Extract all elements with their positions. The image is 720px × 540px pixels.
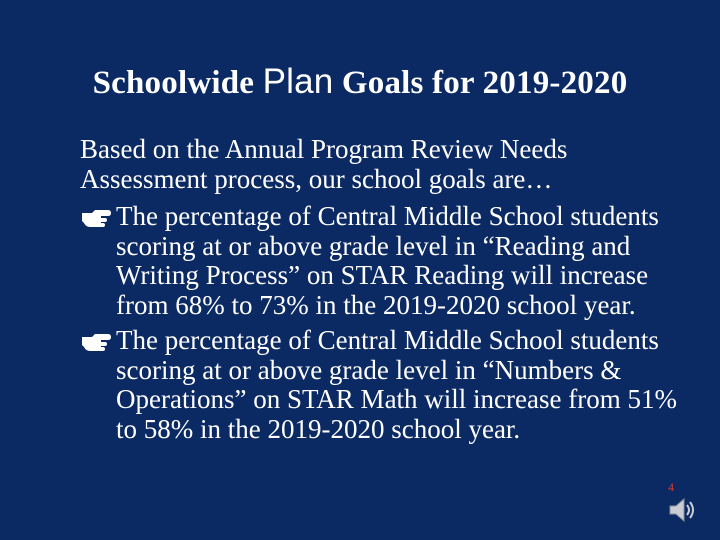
intro-text: Based on the Annual Program Review Needs Assessment process, our school goals are… xyxy=(80,134,568,194)
slide-title xyxy=(0,62,720,102)
goal-item xyxy=(80,326,690,444)
goal-item xyxy=(80,202,690,320)
title-plan-word: Plan xyxy=(262,62,334,101)
title-part-1: Schoolwide xyxy=(92,65,255,101)
pointing-hand-icon xyxy=(80,330,112,352)
goal-text: The percentage of Central Middle School students scoring at or above grade level in “Numbers & Operations” on STAR Math will increase from 51% to 58% in the 2019-2020 school year. xyxy=(116,325,677,444)
goal-text: The percentage of Central Middle School students scoring at or above grade level in “Reading and Writing Process” on STAR Reading will increase from 68% to 73% in the 2019-2020 school year. xyxy=(116,201,659,320)
title-part-2: Goals for 2019-2020 xyxy=(341,65,628,101)
pointing-hand-icon xyxy=(80,206,112,228)
goals-list xyxy=(80,202,690,450)
page-number: 4 xyxy=(668,480,674,494)
speaker-icon[interactable] xyxy=(666,494,698,526)
